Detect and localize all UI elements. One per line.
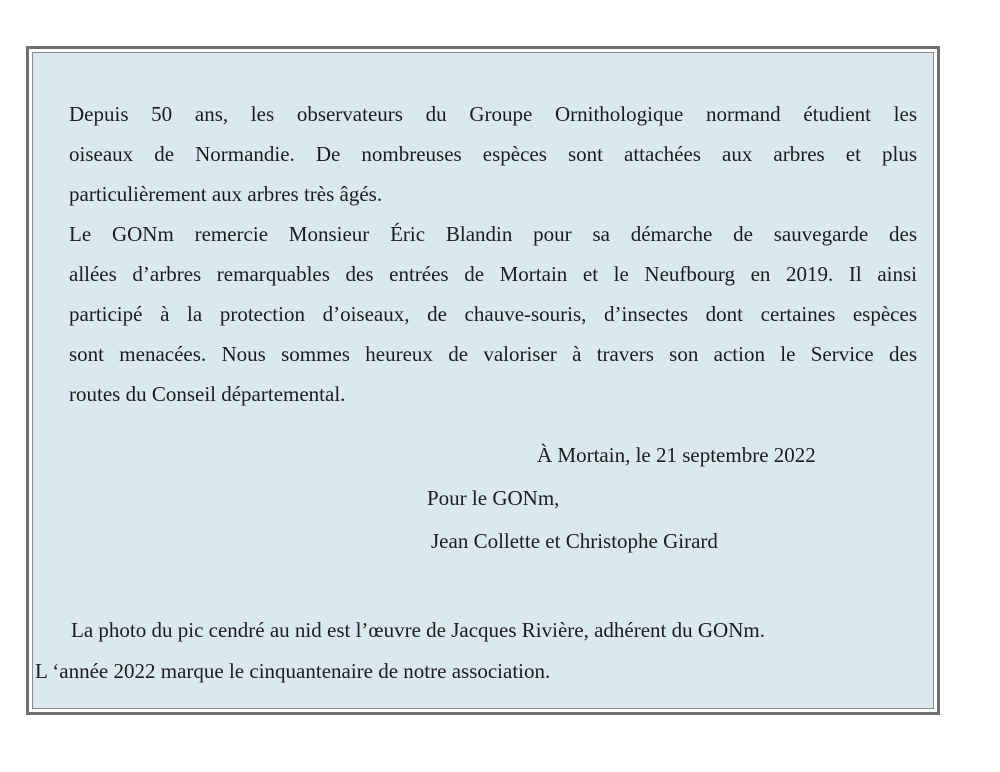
paragraph-line: routes du Conseil départemental. [69,382,346,406]
paragraph-line: particulièrement aux arbres très âgés. [69,182,383,206]
paragraph-line: Depuis 50 ans, les observateurs du Groupe Ornithologique normand étudient les [69,102,917,126]
main-paragraph [69,94,917,414]
anniversary-line: L ‘année 2022 marque le cinquantenaire de notre association. [35,659,551,683]
paragraph-line: oiseaux de Normandie. De nombreuses espèces sont attachées aux arbres et plus [69,142,917,166]
paragraph-line: allées d’arbres remarquables des entrées de Mortain et le Neufbourg en 2019. Il ainsi [69,262,917,286]
on-behalf-line: Pour le GONm, [427,486,560,510]
document-frame [26,46,940,715]
paragraph-line: participé à la protection d’oiseaux, de chauve-souris, d’insectes dont certaines espèces [69,302,917,326]
document-panel [32,52,934,709]
photo-credit-line: La photo du pic cendré au nid est l’œuvre de Jacques Rivière, adhérent du GONm. [71,618,765,642]
paragraph-line: Le GONm remercie Monsieur Éric Blandin pour sa démarche de sauvegarde des [69,222,917,246]
date-place-line: À Mortain, le 21 septembre 2022 [537,443,816,467]
paragraph-line: sont menacées. Nous sommes heureux de valoriser à travers son action le Service des [69,342,917,366]
signatories-line: Jean Collette et Christophe Girard [431,529,718,553]
